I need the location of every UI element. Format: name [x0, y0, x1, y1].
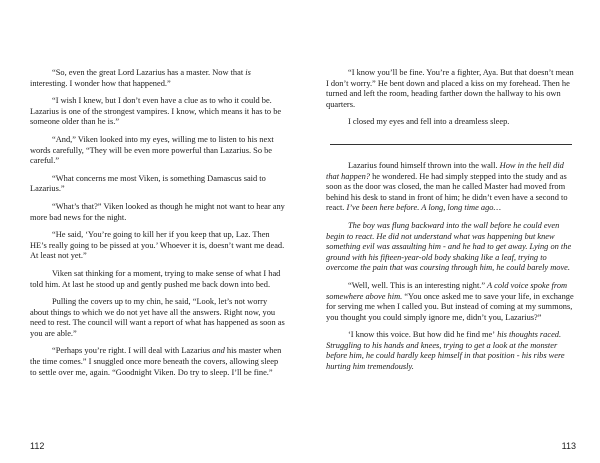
page-number-right: 113: [561, 441, 576, 451]
text-run: Pulling the covers up to my chin, he said, “Look, let’s not worry about things to which we do not yet have all the answers. Right now, you need to rest. The council will want a report of what has happened as soon as you are able.”: [30, 297, 285, 338]
paragraph: [326, 330, 576, 372]
text-run: his master when the time comes.” I snuggled once more beneath the covers, allowing sleep to settle over me, again. “Goodnight Viken. Do try to sleep. I’ll be fine.”: [30, 346, 282, 377]
paragraph: [30, 135, 286, 167]
scene-one-text: [326, 68, 576, 128]
text-run: I closed my eyes and fell into a dreamless sleep.: [348, 117, 510, 127]
italic-text: and: [212, 346, 225, 356]
text-run: “And,” Viken looked into my eyes, willing me to listen to his next words carefully, “They will be even more powerful than Lazarius. So be careful.”: [30, 134, 274, 166]
italic-text: I’ve been here before. A long, long time ago…: [346, 203, 501, 213]
text-run: he wondered. He had simply stepped into the study and as soon as the door was closed, the man he called Master had moved from behind his desk to stand in front of him; he didn’t even have a second to react.: [326, 171, 568, 213]
paragraph: [30, 297, 286, 339]
upright-text: “Well, well. This is an interesting night.”: [348, 280, 486, 290]
text-run: Viken sat thinking for a moment, trying to make sense of what I had told him. At last he stood up and gently pushed me back down into bed.: [30, 268, 281, 289]
text-run: interesting. I wonder how that happened.”: [30, 78, 171, 88]
paragraph: [326, 221, 576, 274]
paragraph: [30, 202, 286, 223]
text-run: A cold voice spoke from somewhere above him.: [326, 280, 568, 301]
flashback-text: [326, 221, 576, 373]
text-run: “What’s that?” Viken looked as though he might not want to hear any more bad news for the night.: [30, 201, 285, 222]
text-run: “He said, ‘You’re going to kill her if you keep that up, Laz. Then HE’s really going to be pissed at you.’ Whoever it is, doesn’t want me dead. At least not yet.”: [30, 230, 285, 261]
paragraph: [30, 269, 286, 290]
scene-two-text: [326, 161, 576, 214]
paragraph: [326, 161, 576, 214]
text-run: “So, even the great Lord Lazarius has a master. Now that: [52, 68, 246, 77]
paragraph: [30, 230, 286, 262]
text-run: “I know you’ll be fine. You’re a fighter, Aya. But that doesn’t mean I don’t worry.” He bent down and placed a kiss on my forehead. Then he turned and left the room, heading farther down the hallway to his own quarters.: [326, 68, 574, 109]
paragraph: [30, 346, 286, 378]
text-run: The boy was flung backward into the wall before he could even begin to react. He did not understand what was happening but knew something evil was assaulting him - and he had to get away. Lying on the ground with his fifteen-year-old body shaking like a leaf, trying to overcome the pain that was coursing through him, he could barely move.: [326, 220, 572, 273]
text-run: “Perhaps you’re right. I will deal with Lazarius: [52, 346, 213, 356]
text-run: “I wish I knew, but I don’t even have a clue as to who it could be. Lazarius is one of the strongest vampires. I know, which means it has to be someone older than he is.”: [30, 96, 282, 127]
paragraph: [326, 68, 576, 110]
text-run: his thoughts raced. Struggling to his hands and knees, trying to get a look at the monster before him, he could hardly keep himself in that position - his ribs were hurting him tremendously.: [326, 330, 565, 372]
italic-text: How in the hell did that happen?: [326, 160, 564, 181]
italic-text: is: [245, 68, 251, 77]
paragraph: [30, 96, 286, 128]
paragraph: [326, 281, 576, 323]
page-number-left: 112: [30, 441, 45, 451]
text-run: Lazarius found himself thrown into the wall.: [348, 160, 500, 170]
paragraph: [30, 174, 286, 195]
scene-divider: [330, 144, 572, 145]
upright-text: ‘I know this voice. But how did he find me’: [348, 330, 496, 340]
upright-text: “You once asked me to save your life, in exchange for serving me when I called you. But instead of coming at my summons, you thought you could simply ignore me, didn’t you, Lazarius?”: [326, 291, 574, 322]
text-run: “What concerns me most Viken, is something Damascus said to Lazarius.”: [30, 173, 266, 194]
paragraph: [30, 68, 286, 89]
right-page: [300, 0, 600, 463]
left-page-text: [30, 68, 286, 378]
paragraph: [326, 117, 576, 128]
